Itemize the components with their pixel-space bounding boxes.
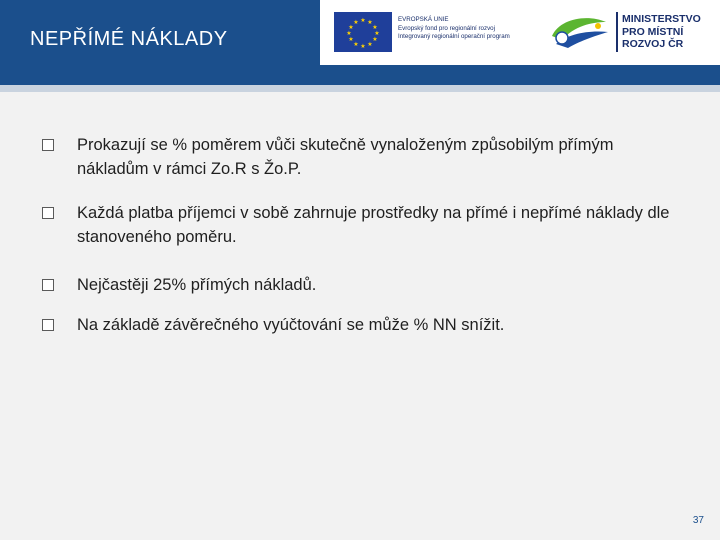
slide-title: NEPŘÍMÉ NÁKLADY	[30, 28, 228, 50]
eu-logo-line: Integrovaný regionální operační program	[398, 33, 510, 40]
svg-text:★: ★	[372, 24, 378, 31]
svg-text:★: ★	[348, 24, 354, 31]
eu-logo-text	[398, 16, 548, 42]
mmr-logo-icon	[548, 14, 612, 50]
svg-text:★: ★	[372, 36, 378, 43]
bullet-text: Prokazují se % poměrem vůči skutečně vynaloženým způsobilým přímým nákladům v rámci Zo.R s Žo.P.	[77, 136, 614, 178]
svg-text:★: ★	[348, 36, 354, 43]
svg-text:★: ★	[353, 19, 359, 26]
svg-text:★: ★	[367, 19, 373, 26]
checkbox-bullet-icon	[42, 207, 54, 219]
mmr-logo-line: MINISTERSTVO	[622, 13, 701, 25]
eu-logo-line: EVROPSKÁ UNIE	[398, 16, 449, 23]
mmr-logo-line: PRO MÍSTNÍ	[622, 25, 684, 38]
mmr-logo-text	[622, 13, 717, 51]
svg-text:★: ★	[360, 43, 366, 50]
bullet-item	[42, 133, 672, 181]
bullet-item	[42, 313, 672, 337]
svg-text:★: ★	[346, 30, 352, 37]
eu-flag-icon	[334, 12, 392, 52]
logo-panel	[320, 0, 720, 65]
bullet-text: Nejčastěji 25% přímých nákladů.	[77, 276, 317, 294]
checkbox-bullet-icon	[42, 319, 54, 331]
svg-text:★: ★	[367, 41, 373, 48]
mmr-logo-line: ROZVOJ ČR	[622, 38, 684, 50]
page-number: 37	[692, 515, 704, 526]
svg-text:★: ★	[360, 17, 366, 24]
checkbox-bullet-icon	[42, 279, 54, 291]
logo-separator	[616, 12, 618, 52]
svg-text:★: ★	[374, 30, 380, 37]
bullet-text: Každá platba příjemci v sobě zahrnuje prostředky na přímé i nepřímé náklady dle stanoveného poměru.	[77, 204, 670, 246]
bullet-text: Na základě závěrečného vyúčtování se může % NN snížit.	[77, 316, 505, 334]
bullet-item	[42, 201, 672, 249]
bullet-item	[42, 273, 672, 297]
eu-logo-line: Evropský fond pro regionální rozvoj	[398, 24, 495, 32]
svg-text:★: ★	[353, 41, 359, 48]
checkbox-bullet-icon	[42, 139, 54, 151]
header-divider	[0, 85, 720, 92]
